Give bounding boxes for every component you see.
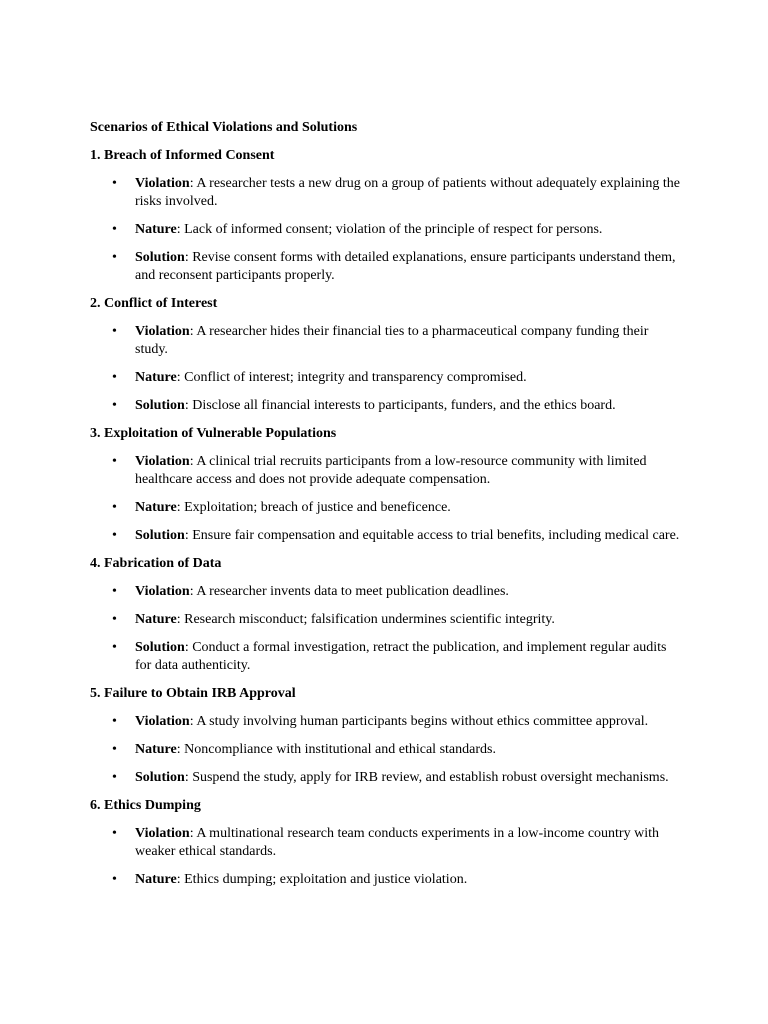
bullet-icon: • [112, 714, 117, 729]
section-heading: 3. Exploitation of Vulnerable Populations [90, 426, 337, 441]
document-title: Scenarios of Ethical Violations and Solutions [90, 120, 358, 135]
bullet-list [90, 175, 680, 285]
list-item [90, 825, 680, 861]
list-item [90, 453, 680, 489]
item-text: : Ensure fair compensation and equitable access to trial benefits, including medical care. [184, 528, 680, 543]
section-failure-to-obtain-irb-approval [90, 685, 680, 787]
item-text: : A multinational research team conducts experiments in a low-income country with weaker ethical standards. [135, 826, 659, 859]
item-text: : A study involving human participants begins without ethics committee approval. [189, 714, 649, 729]
section-fabrication-of-data [90, 555, 680, 675]
section-heading: 5. Failure to Obtain IRB Approval [90, 686, 296, 701]
list-item [90, 175, 680, 211]
item-text: : Lack of informed consent; violation of the principle of respect for persons. [176, 222, 603, 237]
list-item [90, 323, 680, 359]
item-text: : A clinical trial recruits participants from a low-resource community with limited healthcare access and does not provide adequate compensation. [135, 454, 647, 487]
item-term: Violation [135, 324, 190, 339]
bullet-icon: • [112, 222, 117, 237]
item-term: Violation [135, 714, 190, 729]
bullet-icon: • [112, 640, 117, 655]
section-heading: 4. Fabrication of Data [90, 556, 222, 571]
bullet-icon: • [112, 528, 117, 543]
list-item [90, 397, 680, 415]
list-item [90, 249, 680, 285]
bullet-icon: • [112, 398, 117, 413]
list-item [90, 769, 680, 787]
item-term: Solution [135, 528, 185, 543]
item-text: : A researcher invents data to meet publication deadlines. [189, 584, 509, 599]
item-term: Violation [135, 584, 190, 599]
item-text: : A researcher tests a new drug on a group of patients without adequately explaining the risks involved. [135, 176, 680, 209]
bullet-icon: • [112, 500, 117, 515]
item-text: : Research misconduct; falsification undermines scientific integrity. [176, 612, 555, 627]
section-heading: 6. Ethics Dumping [90, 798, 201, 813]
item-text: : Revise consent forms with detailed explanations, ensure participants understand them, and reconsent participants properly. [135, 250, 676, 283]
item-term: Violation [135, 176, 190, 191]
item-text: : Disclose all financial interests to participants, funders, and the ethics board. [184, 398, 616, 413]
list-item [90, 527, 680, 545]
list-item [90, 369, 680, 387]
bullet-list [90, 323, 680, 415]
list-item [90, 741, 680, 759]
bullet-icon: • [112, 612, 117, 627]
bullet-icon: • [112, 826, 117, 841]
bullet-list [90, 825, 680, 889]
section-ethics-dumping [90, 797, 680, 889]
item-text: : Ethics dumping; exploitation and justice violation. [176, 872, 468, 887]
item-term: Solution [135, 398, 185, 413]
bullet-icon: • [112, 770, 117, 785]
item-term: Nature [135, 612, 177, 627]
item-term: Nature [135, 872, 177, 887]
document-page [90, 119, 680, 899]
item-text: : Conduct a formal investigation, retract the publication, and implement regular audits for data authenticity. [135, 640, 667, 673]
section-heading: 2. Conflict of Interest [90, 296, 218, 311]
section-exploitation-of-vulnerable-populations [90, 425, 680, 545]
list-item [90, 611, 680, 629]
bullet-icon: • [112, 454, 117, 469]
list-item [90, 713, 680, 731]
item-term: Solution [135, 770, 185, 785]
list-item [90, 221, 680, 239]
list-item [90, 499, 680, 517]
item-term: Solution [135, 250, 185, 265]
bullet-list [90, 583, 680, 675]
item-text: : Noncompliance with institutional and ethical standards. [176, 742, 496, 757]
item-text: : Exploitation; breach of justice and beneficence. [176, 500, 451, 515]
bullet-icon: • [112, 584, 117, 599]
bullet-icon: • [112, 324, 117, 339]
bullet-list [90, 713, 680, 787]
list-item [90, 871, 680, 889]
item-term: Nature [135, 222, 177, 237]
item-term: Nature [135, 742, 177, 757]
bullet-icon: • [112, 370, 117, 385]
section-breach-of-informed-consent [90, 147, 680, 285]
list-item [90, 639, 680, 675]
item-text: : A researcher hides their financial ties to a pharmaceutical company funding their study. [135, 324, 649, 357]
item-term: Nature [135, 500, 177, 515]
section-heading: 1. Breach of Informed Consent [90, 148, 275, 163]
item-term: Solution [135, 640, 185, 655]
item-term: Nature [135, 370, 177, 385]
item-text: : Suspend the study, apply for IRB review, and establish robust oversight mechanisms. [184, 770, 669, 785]
item-text: : Conflict of interest; integrity and transparency compromised. [176, 370, 527, 385]
bullet-icon: • [112, 742, 117, 757]
section-conflict-of-interest [90, 295, 680, 415]
bullet-icon: • [112, 250, 117, 265]
bullet-list [90, 453, 680, 545]
item-term: Violation [135, 826, 190, 841]
item-term: Violation [135, 454, 190, 469]
bullet-icon: • [112, 872, 117, 887]
bullet-icon: • [112, 176, 117, 191]
list-item [90, 583, 680, 601]
